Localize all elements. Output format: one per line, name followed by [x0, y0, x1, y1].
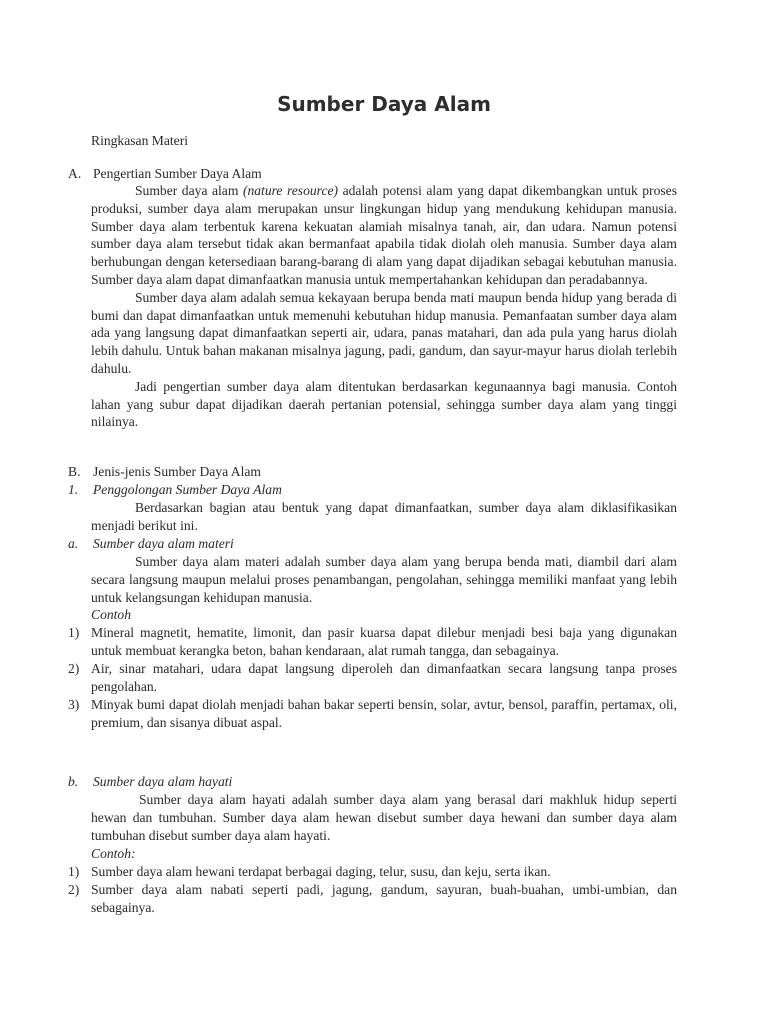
list-item [68, 696, 677, 732]
section-a-paragraph-2: Sumber daya alam adalah semua kekayaan berupa benda mati maupun benda hidup yang berada di bumi dan dapat dimanfaatkan untuk memenuhi kebutuhan hidup manusia. Pemanfaatan sumber daya alam ada yang langsung dapat dimanfaatkan seperti air, udara, panas matahari, dan ada pula yang harus diolah lebih dahulu. Untuk bahan makanan misalnya jagung, padi, gandum, dan sayur-mayur harus diolah terlebih dahulu. [91, 289, 677, 376]
list-marker: 2) [68, 661, 80, 676]
subsection-b-contoh: Contoh: [91, 846, 136, 861]
list-marker: 1) [68, 864, 80, 879]
section-a-heading [68, 165, 688, 183]
subsection-b-marker: b. [68, 774, 79, 789]
subsection-a-heading [68, 535, 688, 553]
list-text: Sumber daya alam nabati seperti padi, jagung, gandum, sayuran, buah-buahan, umbi-umbian, dan sebagainya. [91, 882, 677, 915]
subsection-b-title: Sumber daya alam hayati [93, 774, 233, 789]
subsection-b-paragraph: Sumber daya alam hayati adalah sumber daya alam yang berasal dari makhluk hidup seperti hewan dan tumbuhan. Sumber daya alam hewan disebut sumber daya hewani dan sumber daya alam tumbuhan disebut sumber daya alam hayati. [91, 792, 677, 843]
list-item [68, 863, 677, 881]
subsection-1-title: Penggolongan Sumber Daya Alam [93, 482, 282, 497]
section-a-body [91, 182, 677, 431]
subsection-a-contoh: Contoh [91, 607, 132, 622]
subsection-1-marker: 1. [68, 482, 79, 497]
list-text: Sumber daya alam hewani terdapat berbagai daging, telur, susu, dan keju, serta ikan. [91, 864, 551, 879]
list-item [68, 881, 677, 917]
subsection-b-heading [68, 773, 688, 791]
list-marker: 3) [68, 697, 80, 712]
document-title: Sumber Daya Alam [277, 92, 491, 116]
list-text: Air, sinar matahari, udara dapat langsung diperoleh dan dimanfaatkan secara langsung tanpa proses pengolahan. [91, 661, 677, 694]
p1-start: Sumber daya alam [135, 183, 243, 198]
section-b-marker: B. [68, 464, 81, 479]
summary-label: Ringkasan Materi [91, 133, 189, 148]
list-item [68, 624, 677, 660]
list-text: Minyak bumi dapat diolah menjadi bahan bakar seperti bensin, solar, avtur, bensol, paraffin, pertamax, oli, premium, dan sisanya dibuat aspal. [91, 697, 677, 730]
section-a-paragraph-3: Jadi pengertian sumber daya alam ditentukan berdasarkan kegunaannya bagi manusia. Contoh lahan yang subur dapat dijadikan daerah pertanian potensial, sehingga sumber daya alam yang tinggi nilainya. [91, 378, 677, 430]
section-b-title: Jenis-jenis Sumber Daya Alam [93, 464, 262, 479]
section-b-heading [68, 463, 688, 481]
section-a-paragraph-1 [91, 182, 677, 289]
subsection-1-heading [68, 481, 688, 499]
list-marker: 1) [68, 625, 80, 640]
subsection-a-marker: a. [68, 536, 79, 551]
subsection-a-paragraph: Sumber daya alam materi adalah sumber daya alam yang berupa benda mati, diambil dari alam secara langsung maupun melalui proses penambangan, pengolahan, sehingga memiliki manfaat yang lebih untuk kelangsungan kehidupan manusia. [91, 554, 677, 605]
subsection-1-paragraph: Berdasarkan bagian atau bentuk yang dapat dimanfaatkan, sumber daya alam diklasifikasikan menjadi berikut ini. [91, 500, 677, 533]
section-a-marker: A. [68, 166, 82, 181]
nature-resource-term: (nature resource) [242, 183, 339, 198]
list-item [68, 660, 677, 696]
section-a-title: Pengertian Sumber Daya Alam [93, 166, 262, 181]
p1-rest: adalah potensi alam yang dapat dikembangkan untuk proses produksi, sumber daya alam merupakan unsur lingkungan hidup yang mendukung kehidupan manusia. Sumber daya alam terbentuk karena kekuatan alamiah misalnya tanah, air, dan udara. Namun potensi sumber daya alam tersebut tidak akan bermanfaat apabila tidak diolah oleh manusia. Sumber daya alam berhubungan dengan ketersediaan barang-barang di alam yang dapat dijadikan sebagai kebutuhan manusia. Sumber daya alam dapat dimanfaatkan manusia untuk mempertahankan kehidupan dan peradabannya. [91, 183, 677, 287]
subsection-a-title: Sumber daya alam materi [93, 536, 234, 551]
list-marker: 2) [68, 882, 80, 897]
list-text: Mineral magnetit, hematite, limonit, dan pasir kuarsa dapat dilebur menjadi besi baja yang digunakan untuk membuat kerangka beton, bahan kendaraan, alat rumah tangga, dan sebagainya. [91, 625, 677, 658]
